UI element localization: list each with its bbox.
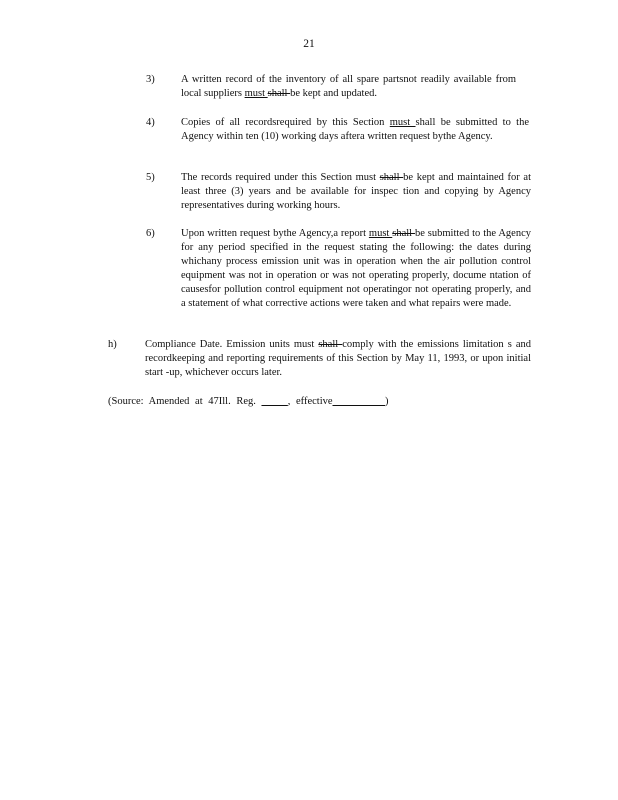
- deleted-text: shall: [379, 172, 404, 183]
- item-number-4: 4): [146, 117, 155, 128]
- item-text-6: [181, 227, 531, 311]
- inserted-text: must: [368, 228, 393, 239]
- text-segment: Compliance Date. Emission units must: [145, 339, 319, 350]
- text-segment: be kept and updated.: [290, 88, 377, 99]
- source-blank-register: _____: [261, 396, 288, 407]
- item-text-3: [181, 73, 516, 101]
- compliance-text: [145, 338, 531, 380]
- text-segment: Copies of all recordsrequired by this Section: [181, 117, 390, 128]
- text-segment: be kept and maintained for at least three (3) years and be available for inspec tion and copying by Agency representatives during working hours.: [181, 172, 531, 211]
- deleted-text: shall: [392, 228, 415, 239]
- page-number: 21: [303, 38, 315, 50]
- text-segment: comply with the emissions limitation s and recordkeeping and reporting requirements of this Section by May 11, 1993, or upon initial start -up, whichever occurs later.: [145, 339, 531, 378]
- compliance-label: h): [108, 339, 117, 350]
- text-segment: shall be submitted to the Agency within ten (10) working days aftera written request bythe Agency.: [181, 117, 530, 142]
- text-segment: A written record of the inventory of all spare partsnot readily available from local suppliers: [181, 74, 516, 99]
- inserted-text: must: [389, 117, 416, 128]
- source-blank-effective: __________: [332, 396, 386, 407]
- deleted-text: shall: [318, 339, 343, 350]
- text-segment: Upon written request bythe Agency,a report: [181, 228, 369, 239]
- item-text-5: [181, 171, 531, 213]
- source-note: [108, 395, 389, 409]
- item-number-3: 3): [146, 74, 155, 85]
- item-number-6: 6): [146, 228, 155, 239]
- source-prefix: (Source: Amended at 47Ill. Reg.: [108, 396, 262, 407]
- deleted-text: shall: [267, 88, 291, 99]
- inserted-text: must: [244, 88, 268, 99]
- source-middle: , effective: [287, 396, 333, 407]
- text-segment: The records required under this Section must: [181, 172, 380, 183]
- source-suffix: ): [385, 396, 389, 407]
- item-text-4: [181, 116, 529, 144]
- text-segment: be submitted to the Agency for any period specified in the request stating the following: the dates during whichany process emission unit was in operation when the air pollution control equipment was not in operation or was not operating properly, docume ntation of causesfor pollution control equipment not operatingor not operating properly, and a statement of what corrective actions were taken and what repairs were made.: [181, 228, 531, 309]
- item-number-5: 5): [146, 172, 155, 183]
